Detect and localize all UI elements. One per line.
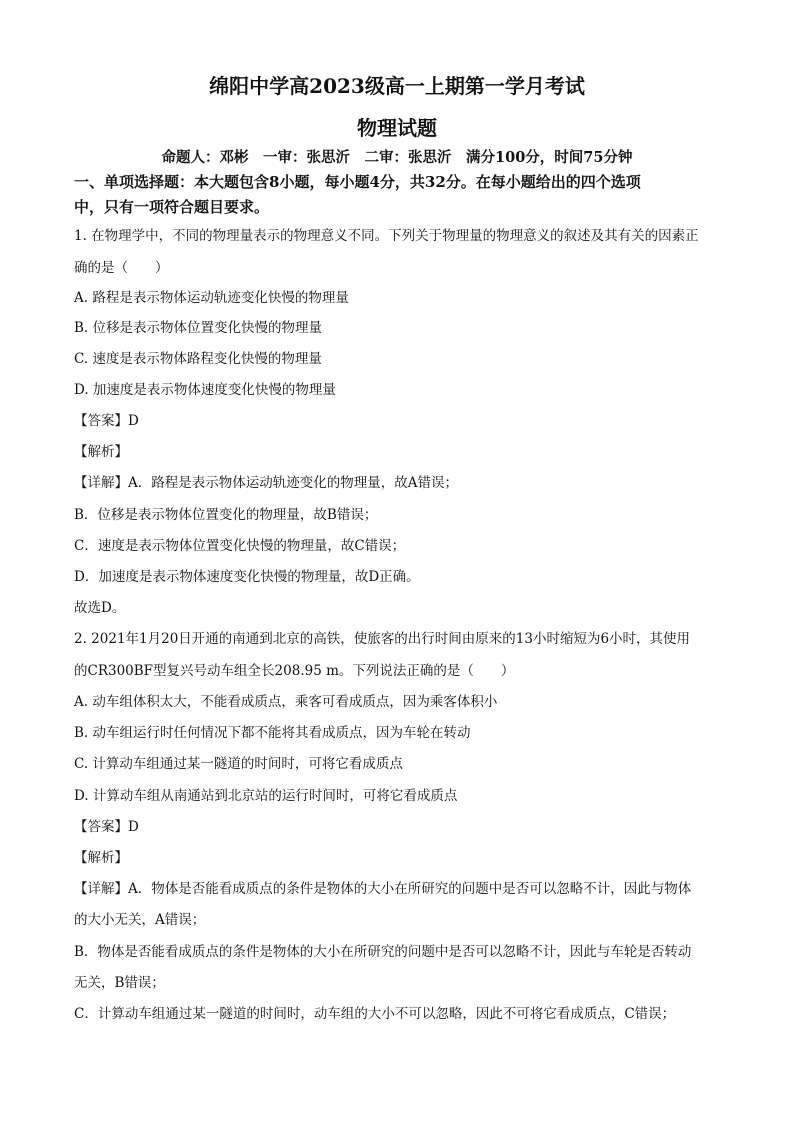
q2-option-c: C. 计算动车组通过某一隧道的时间时，可将它看成质点	[74, 756, 403, 772]
q2-detail-5: C．计算动车组通过某一隧道的时间时，动车组的大小不可以忽略，因此不可将它看成质点，C错误；	[74, 1006, 676, 1022]
section-heading-line1: 一、单项选择题：本大题包含8小题，每小题4分，共32分。在每小题给出的四个选项	[74, 173, 641, 191]
q2-option-a: A. 动车组体积太大，不能看成质点，乘客可看成质点，因为乘客体积小	[74, 694, 498, 710]
exam-meta: 命题人：邓彬 一审：张思沂 二审：张思沂 满分100分，时间75分钟	[161, 149, 633, 166]
q1-option-a: A. 路程是表示物体运动轨迹变化快慢的物理量	[74, 290, 349, 306]
q2-option-b: B. 动车组运行时任何情况下都不能将其看成质点，因为车轮在转动	[74, 725, 471, 741]
exam-title: 绵阳中学高2023级高一上期第一学月考试	[209, 74, 585, 98]
q1-detail-2: B．位移是表示物体位置变化的物理量，故B错误；	[74, 507, 378, 523]
q1-detail-4: D．加速度是表示物体速度变化快慢的物理量，故D正确。	[74, 569, 420, 585]
q1-option-b: B. 位移是表示物体位置变化快慢的物理量	[74, 320, 323, 336]
q2-stem-line2: 的CR300BF型复兴号动车组全长208.95 m。下列说法正确的是（ ）	[74, 663, 515, 679]
q1-conclusion: 故选D。	[74, 600, 126, 616]
q1-detail-1: 【详解】A．路程是表示物体运动轨迹变化的物理量，故A错误；	[74, 475, 458, 491]
q1-answer: 【答案】D	[74, 413, 139, 429]
q1-stem-line1: 1. 在物理学中，不同的物理量表示的物理意义不同。下列关于物理量的物理意义的叙述及其有关的因素正	[74, 228, 699, 244]
q2-detail-2: 的大小无关，A错误；	[74, 912, 206, 928]
q1-option-d: D. 加速度是表示物体速度变化快慢的物理量	[74, 382, 336, 398]
q2-detail-4: 无关，B错误；	[74, 975, 165, 991]
q1-analysis-label: 【解析】	[74, 444, 128, 460]
section-heading-line2: 中，只有一项符合题目要求。	[74, 198, 270, 216]
q1-stem-line2: 确的是（ ）	[74, 260, 169, 276]
q2-option-d: D. 计算动车组从南通站到北京站的运行时间时，可将它看成质点	[74, 788, 458, 804]
q1-option-c: C. 速度是表示物体路程变化快慢的物理量	[74, 351, 322, 367]
q2-stem-line1: 2. 2021年1月20日开通的南通到北京的高铁，使旅客的出行时间由原来的13小时缩短为6小时，其使用	[74, 631, 691, 647]
exam-subtitle: 物理试题	[357, 116, 437, 140]
q2-answer: 【答案】D	[74, 819, 139, 835]
q2-analysis-label: 【解析】	[74, 850, 128, 866]
q2-detail-3: B．物体是否能看成质点的条件是物体的大小在所研究的问题中是否可以忽略不计，因此与车轮是否转动	[74, 944, 692, 960]
q2-detail-1: 【详解】A．物体是否能看成质点的条件是物体的大小在所研究的问题中是否可以忽略不计，因此与物体	[74, 881, 692, 897]
q1-detail-3: C．速度是表示物体位置变化快慢的物理量，故C错误；	[74, 538, 406, 554]
